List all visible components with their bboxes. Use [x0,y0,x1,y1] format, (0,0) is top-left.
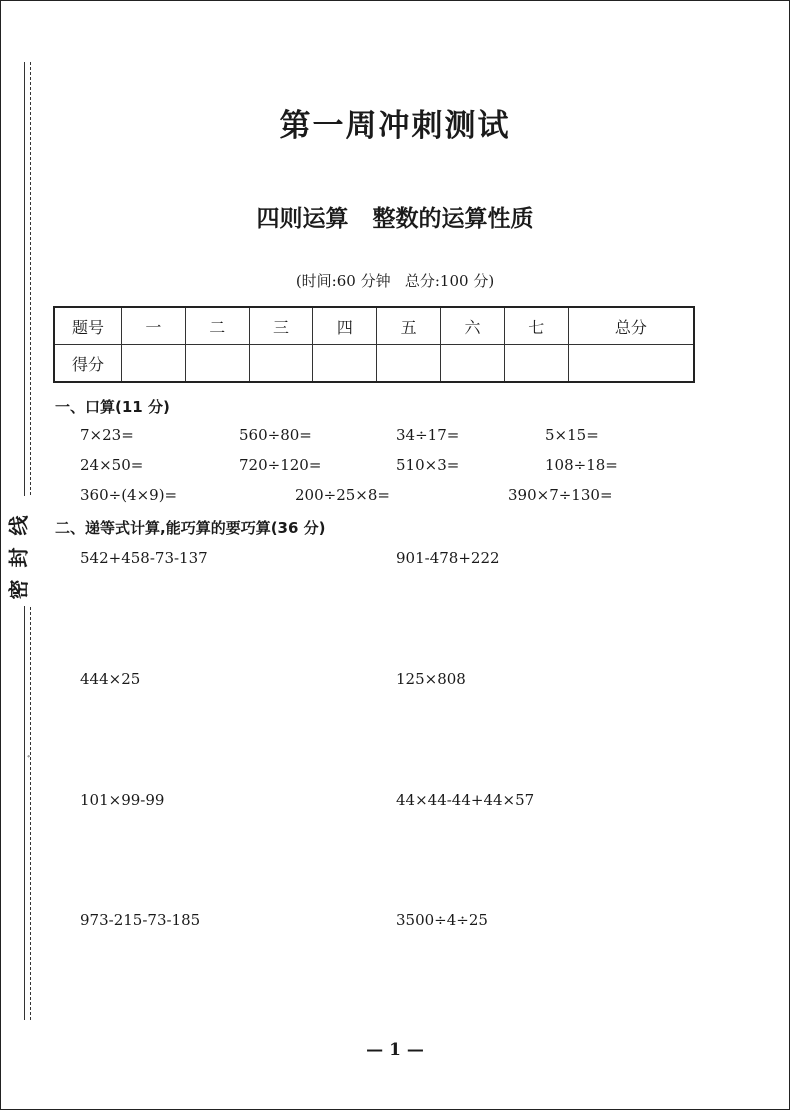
score-cell[interactable] [122,345,186,383]
score-header-cell: 题号 [54,307,122,345]
oral-problem: 510×3= [396,456,460,474]
oral-problem: 5×15= [545,426,599,444]
score-header-cell: 一 [122,307,186,345]
calc-problem: 44×44-44+44×57 [396,791,535,809]
page-title: 第一周冲刺测试 [279,108,511,144]
score-cell[interactable] [313,345,377,383]
oral-problem: 560÷80= [239,426,312,444]
score-table-score-row [54,345,694,383]
score-cell[interactable] [441,345,505,383]
calc-problem: 973-215-73-185 [80,911,201,929]
time-and-score-info: (时间:60 分钟 总分:100 分) [295,272,495,290]
score-header-cell: 总分 [568,307,694,345]
oral-problem: 390×7÷130= [508,486,613,504]
score-table-header-row [54,307,694,345]
calc-problem: 125×808 [396,670,466,688]
calc-problem: 101×99-99 [80,791,165,809]
oral-problem: 720÷120= [239,456,322,474]
score-cell[interactable] [504,345,568,383]
score-table [53,306,695,383]
calc-problem: 542+458-73-137 [80,549,208,567]
score-header-cell: 五 [377,307,441,345]
section1-title: 一、口算(11 分) [55,398,170,416]
calc-problem: 901-478+222 [396,549,500,567]
score-header-cell: 六 [441,307,505,345]
score-header-cell: 二 [185,307,249,345]
calc-problem: 444×25 [80,670,141,688]
oral-problem: 7×23= [80,426,134,444]
score-header-cell: 三 [249,307,313,345]
page-number: — 1 — [366,1040,424,1060]
oral-problem: 24×50= [80,456,144,474]
score-header-cell: 四 [313,307,377,345]
score-header-cell: 七 [504,307,568,345]
score-cell[interactable] [249,345,313,383]
seal-mark: ﾞ [27,756,32,767]
score-cell[interactable] [185,345,249,383]
section2-title: 二、递等式计算,能巧算的要巧算(36 分) [55,519,326,537]
page-subtitle: 四则运算 整数的运算性质 [256,206,534,232]
oral-problem: 200÷25×8= [295,486,390,504]
seal-label: 密封线 [2,496,32,606]
oral-problem: 34÷17= [396,426,460,444]
oral-problem: 360÷(4×9)= [80,486,178,504]
score-cell[interactable] [377,345,441,383]
score-row-label: 得分 [54,345,122,383]
oral-problem: 108÷18= [545,456,618,474]
calc-problem: 3500÷4÷25 [396,911,488,929]
score-cell[interactable] [568,345,694,383]
